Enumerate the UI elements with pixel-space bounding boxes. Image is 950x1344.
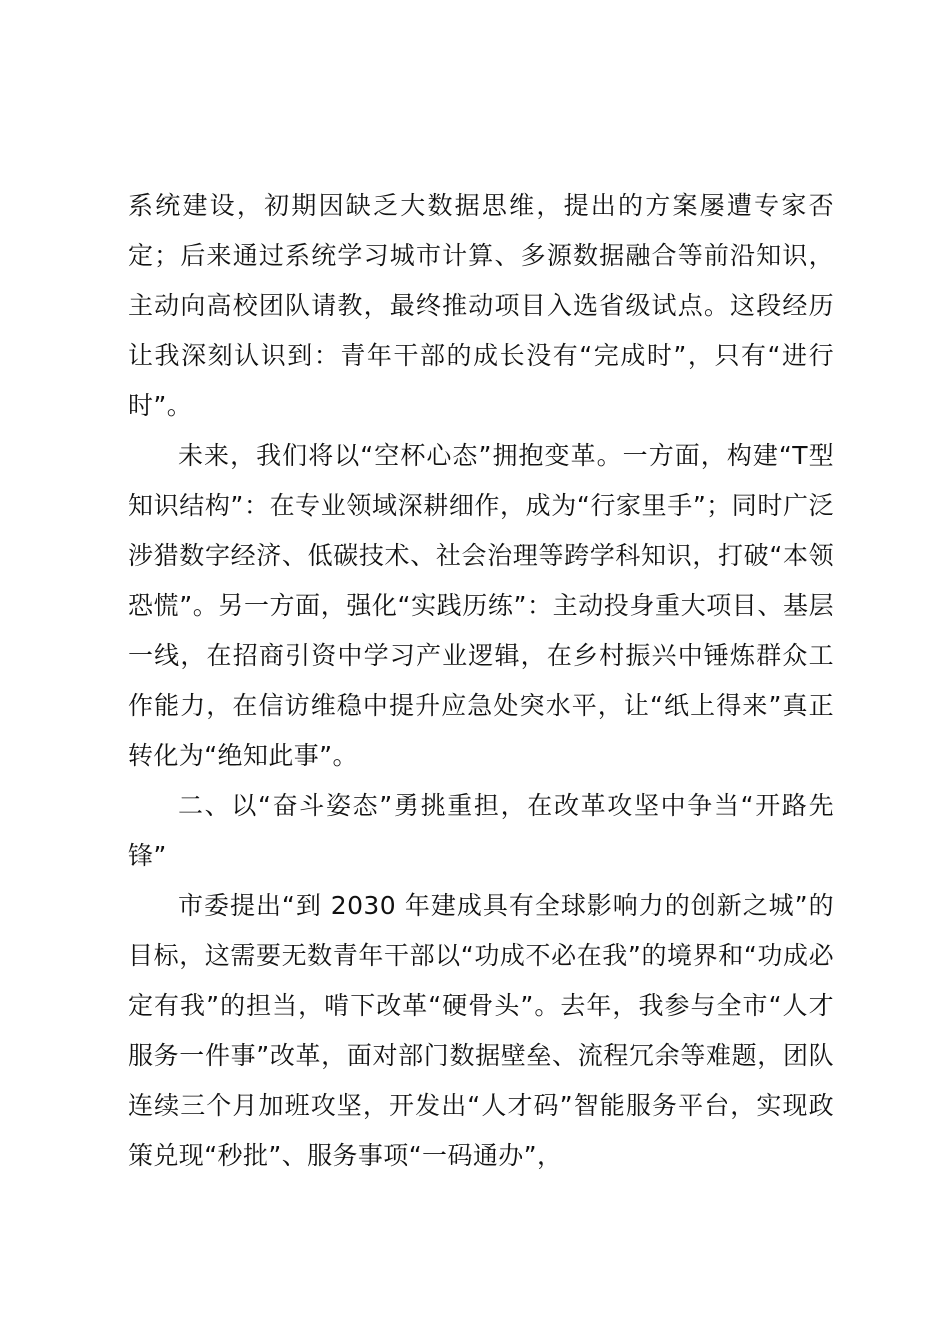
section-heading-two: 二、以“奋斗姿态”勇挑重担，在改革攻坚中争当“开路先锋” xyxy=(128,791,834,870)
paragraph-future-plans: 未来，我们将以“空杯心态”拥抱变革。一方面，构建“T型知识结构”：在专业领域深耕细作，成为“行家里手”；同时广泛涉猎数字经济、低碳技术、社会治理等跨学科知识，打破“本领恐慌”。另一方面，强化“实践历练”：主动投身重大项目、基层一线，在招商引资中学习产业逻辑，在乡村振兴中锤炼群众工作能力，在信访维稳中提升应急处突水平，让“纸上得来”真正转化为“绝知此事”。 xyxy=(128,441,834,770)
document-body xyxy=(128,181,834,1181)
paragraph-reform-example: 市委提出“到 2030 年建成具有全球影响力的创新之城”的目标，这需要无数青年干部以“功成不必在我”的境界和“功成必定有我”的担当，啃下改革“硬骨头”。去年，我参与全市“人才服务一件事”改革，面对部门数据壁垒、流程冗余等难题，团队连续三个月加班攻坚，开发出“人才码”智能服务平台，实现政策兑现“秒批”、服务事项“一码通办”， xyxy=(128,891,834,1170)
paragraph-continuation: 系统建设，初期因缺乏大数据思维，提出的方案屡遭专家否定；后来通过系统学习城市计算、多源数据融合等前沿知识，主动向高校团队请教，最终推动项目入选省级试点。这段经历让我深刻认识到：青年干部的成长没有“完成时”，只有“进行时”。 xyxy=(128,191,834,420)
